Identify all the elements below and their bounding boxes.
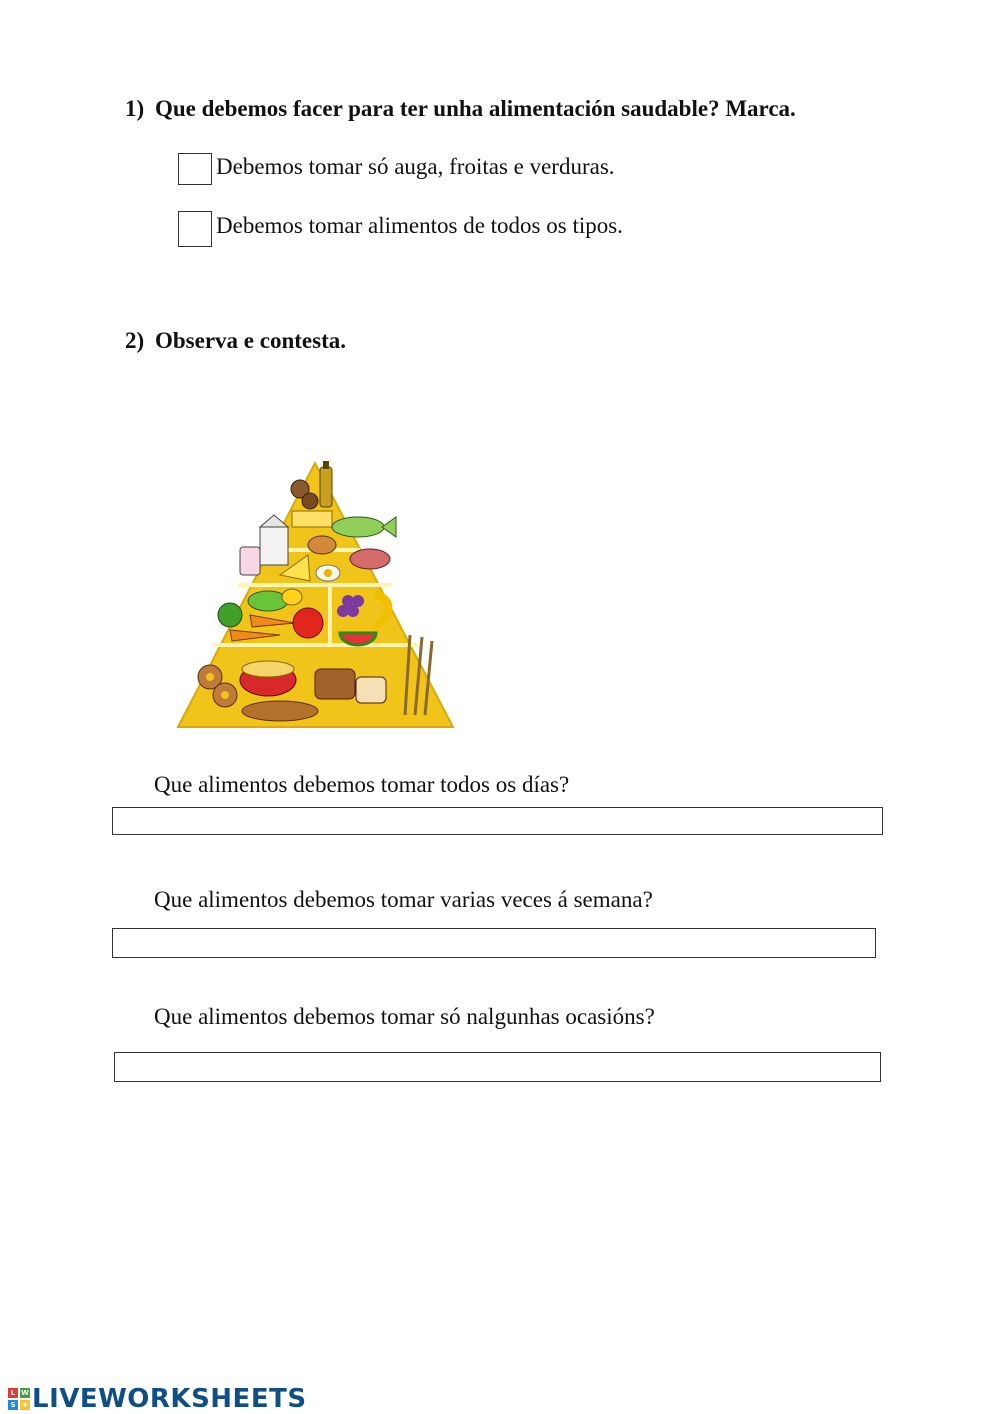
question-2-text: Observa e contesta. (155, 328, 346, 353)
option-2-checkbox[interactable] (178, 211, 212, 247)
logo-blocks-icon: L W S ★ (8, 1388, 30, 1410)
question-1-number: 1) (125, 96, 145, 121)
question-1-title (125, 96, 796, 122)
food-pyramid-image (170, 455, 460, 735)
option-1-checkbox[interactable] (178, 153, 212, 185)
question-1-text: Que debemos facer para ter unha alimentación saudable? Marca. (155, 96, 796, 121)
answer-3-input[interactable] (114, 1052, 881, 1082)
subquestion-2: Que alimentos debemos tomar varias veces á semana? (154, 887, 653, 912)
option-2-label: Debemos tomar alimentos de todos os tipos. (216, 213, 623, 238)
liveworksheets-logo (8, 1384, 307, 1414)
question-2-number: 2) (125, 328, 145, 353)
answer-1-input[interactable] (112, 807, 883, 835)
brand-name: LIVEWORKSHEETS (32, 1384, 307, 1414)
subquestion-1: Que alimentos debemos tomar todos os días? (154, 772, 570, 797)
option-1-label: Debemos tomar só auga, froitas e verduras. (216, 154, 615, 179)
question-2-title (125, 328, 346, 354)
subquestion-3: Que alimentos debemos tomar só nalgunhas ocasións? (154, 1004, 655, 1029)
answer-2-input[interactable] (112, 928, 876, 958)
